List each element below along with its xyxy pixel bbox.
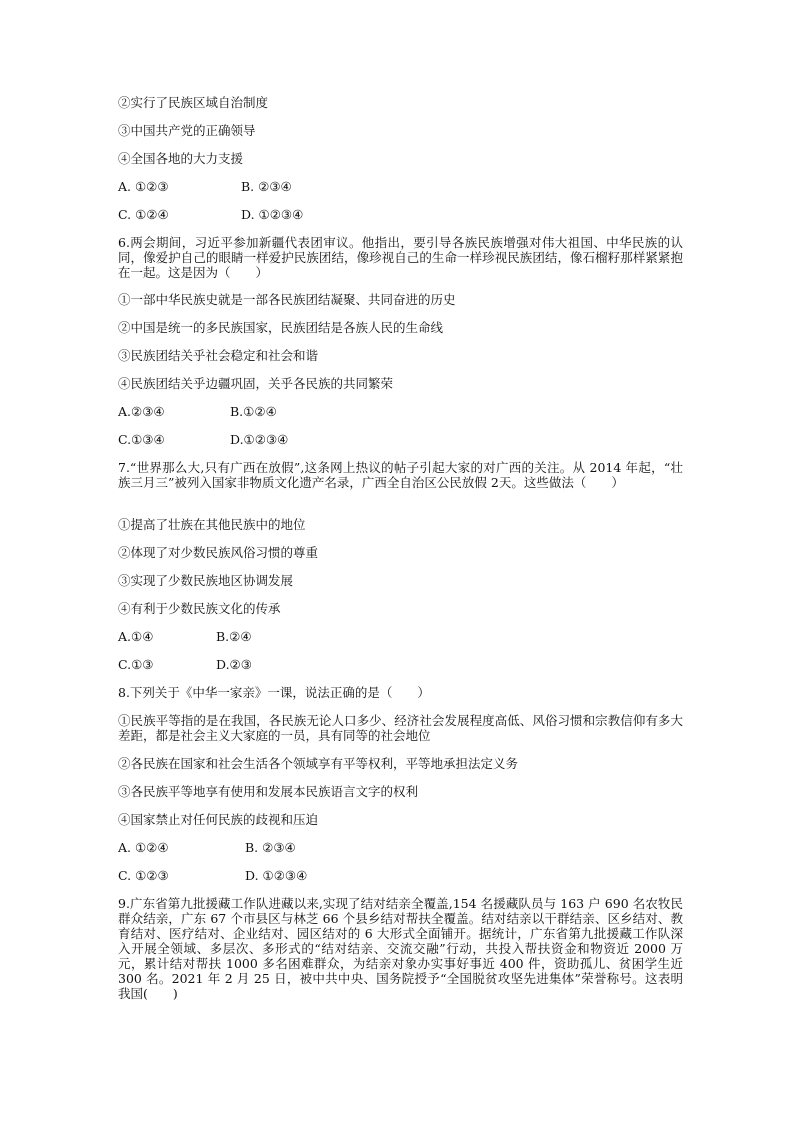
q9-stem: 9.广东省第九批援藏工作队进藏以来,实现了结对结亲全覆盖,154 名援藏队员与 163 户 690 名农牧民群众结亲，广东 67 个市县区与林芝 66 个县乡结对帮扶全覆盖。结对结亲以干群结亲、区乡结对、教育结对、医疗结对、企业结对、园区结对的 6 大形式全面铺开。据统计，广东省第九批援藏工作队深入开展全领域、多层次、多形式的“结对结亲、交流交融”行动，共投入帮扶资金和物资近 2000 万元，累计结对帮扶 1000 多名困难群众，为结亲对象办实事好事近 400 件，资助孤儿、贫困学生近 300 名。2021 年 2 月 25 日，被中共中央、国务院授予“全国脱贫攻坚先进集体”荣誉称号。这表明我国( ) bbox=[118, 896, 683, 1001]
q6-option-d: D.①②③④ bbox=[230, 432, 289, 447]
q7-item-2: ②体现了对少数民族风俗习惯的尊重 bbox=[118, 545, 319, 560]
q6-option-a: A.②③④ bbox=[118, 404, 165, 419]
q8-option-c: C. ①②③ bbox=[118, 868, 169, 883]
q6-item-2: ②中国是统一的多民族国家，民族团结是各族人民的生命线 bbox=[118, 320, 444, 335]
q5-option-c: C. ①②④ bbox=[118, 207, 169, 222]
q6-item-1: ①一部中华民族史就是一部各民族团结凝聚、共同奋进的历史 bbox=[118, 292, 456, 307]
q5-option-d: D. ①②③④ bbox=[241, 207, 304, 222]
q8-item-1: ①民族平等指的是在我国，各民族无论人口多少、经济社会发展程度高低、风俗习惯和宗教信仰有多大差距，都是社会主义大家庭的一员，具有同等的社会地位 bbox=[118, 713, 683, 743]
q6-option-c: C.①③④ bbox=[118, 432, 165, 447]
q7-option-c: C.①③ bbox=[118, 657, 154, 672]
q5-item-4: ④全国各地的大力支援 bbox=[118, 151, 244, 166]
q5-item-2: ②实行了民族区域自治制度 bbox=[118, 95, 269, 110]
q7-option-a: A.①④ bbox=[118, 629, 154, 644]
q5-item-3: ③中国共产党的正确领导 bbox=[118, 123, 256, 138]
q7-item-1: ①提高了壮族在其他民族中的地位 bbox=[118, 517, 306, 532]
q5-option-b: B. ②③④ bbox=[241, 179, 292, 194]
q8-option-b: B. ②③④ bbox=[245, 840, 296, 855]
q7-option-d: D.②③ bbox=[216, 657, 252, 672]
q8-option-d: D. ①②③④ bbox=[245, 868, 308, 883]
q8-item-2: ②各民族在国家和社会生活各个领域享有平等权利，平等地承担法定义务 bbox=[118, 756, 519, 771]
q8-option-a: A. ①②④ bbox=[118, 840, 169, 855]
q5-option-a: A. ①②③ bbox=[118, 179, 169, 194]
q8-item-3: ③各民族平等地享有使用和发展本民族语言文字的权利 bbox=[118, 784, 419, 799]
q8-item-4: ④国家禁止对任何民族的歧视和压迫 bbox=[118, 812, 319, 827]
q6-option-b: B.①②④ bbox=[230, 404, 277, 419]
q6-item-3: ③民族团结关乎社会稳定和社会和谐 bbox=[118, 348, 319, 363]
q6-item-4: ④民族团结关乎边疆巩固，关乎各民族的共同繁荣 bbox=[118, 376, 394, 391]
q7-stem: 7.“世界那么大,只有广西在放假”,这条网上热议的帖子引起大家的对广西的关注。从 2014 年起，“壮族三月三”被列入国家非物质文化遗产名录，广西全自治区公民放假 2天。这些做法（ ） bbox=[118, 460, 683, 490]
q7-option-b: B.②④ bbox=[216, 629, 252, 644]
q7-item-4: ④有利于少数民族文化的传承 bbox=[118, 601, 281, 616]
q7-item-3: ③实现了少数民族地区协调发展 bbox=[118, 573, 294, 588]
q8-stem: 8.下列关于《中华一家亲》一课，说法正确的是（ ） bbox=[118, 685, 430, 700]
q6-stem: 6.两会期间，习近平参加新疆代表团审议。他指出，要引导各族民族增强对伟大祖国、中华民族的认同，像爱护自己的眼睛一样爱护民族团结，像珍视自己的生命一样珍视民族团结，像石榴籽那样紧紧抱在一起。这是因为（ ） bbox=[118, 235, 683, 280]
